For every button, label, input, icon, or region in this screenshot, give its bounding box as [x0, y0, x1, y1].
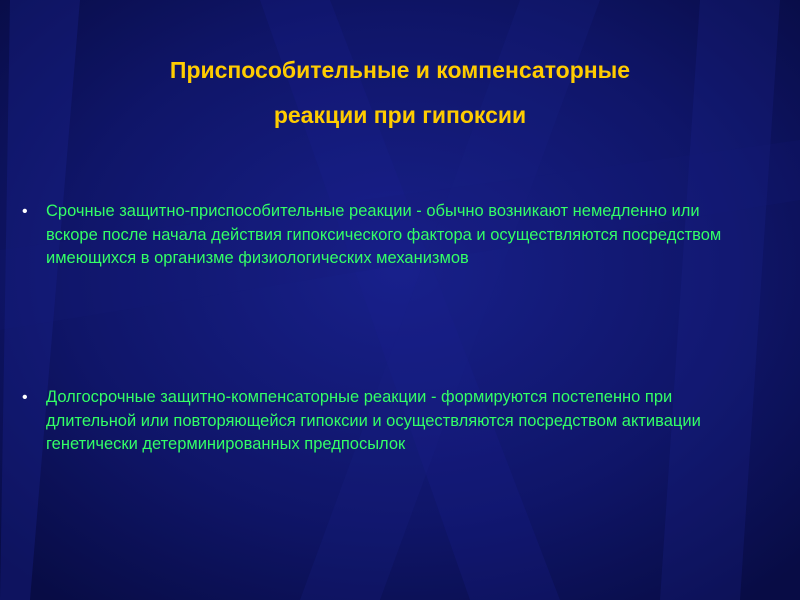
slide-title-line-1: Приспособительные и компенсаторные	[169, 57, 631, 83]
bullet-text: Срочные защитно-приспособительные реакции - обычно возникают немедленно или вскоре после начала действия гипоксического фактора и осуществляются посредством имеющихся в организме физиологических механизмов	[46, 202, 722, 267]
bullet-dot-icon: •	[22, 203, 28, 220]
bullet-item-urgent-reactions	[22, 200, 744, 271]
bullet-dot-icon: •	[22, 389, 28, 406]
slide-title	[60, 48, 740, 138]
bullet-item-long-term-reactions	[22, 386, 744, 457]
slide-title-line-2: реакции при гипоксии	[273, 102, 527, 128]
bullet-text: Долгосрочные защитно-компенсаторные реакции - формируются постепенно при длительной или повторяющейся гипоксии и осуществляются посредством активации генетически детерминированных предпосылок	[46, 388, 701, 453]
